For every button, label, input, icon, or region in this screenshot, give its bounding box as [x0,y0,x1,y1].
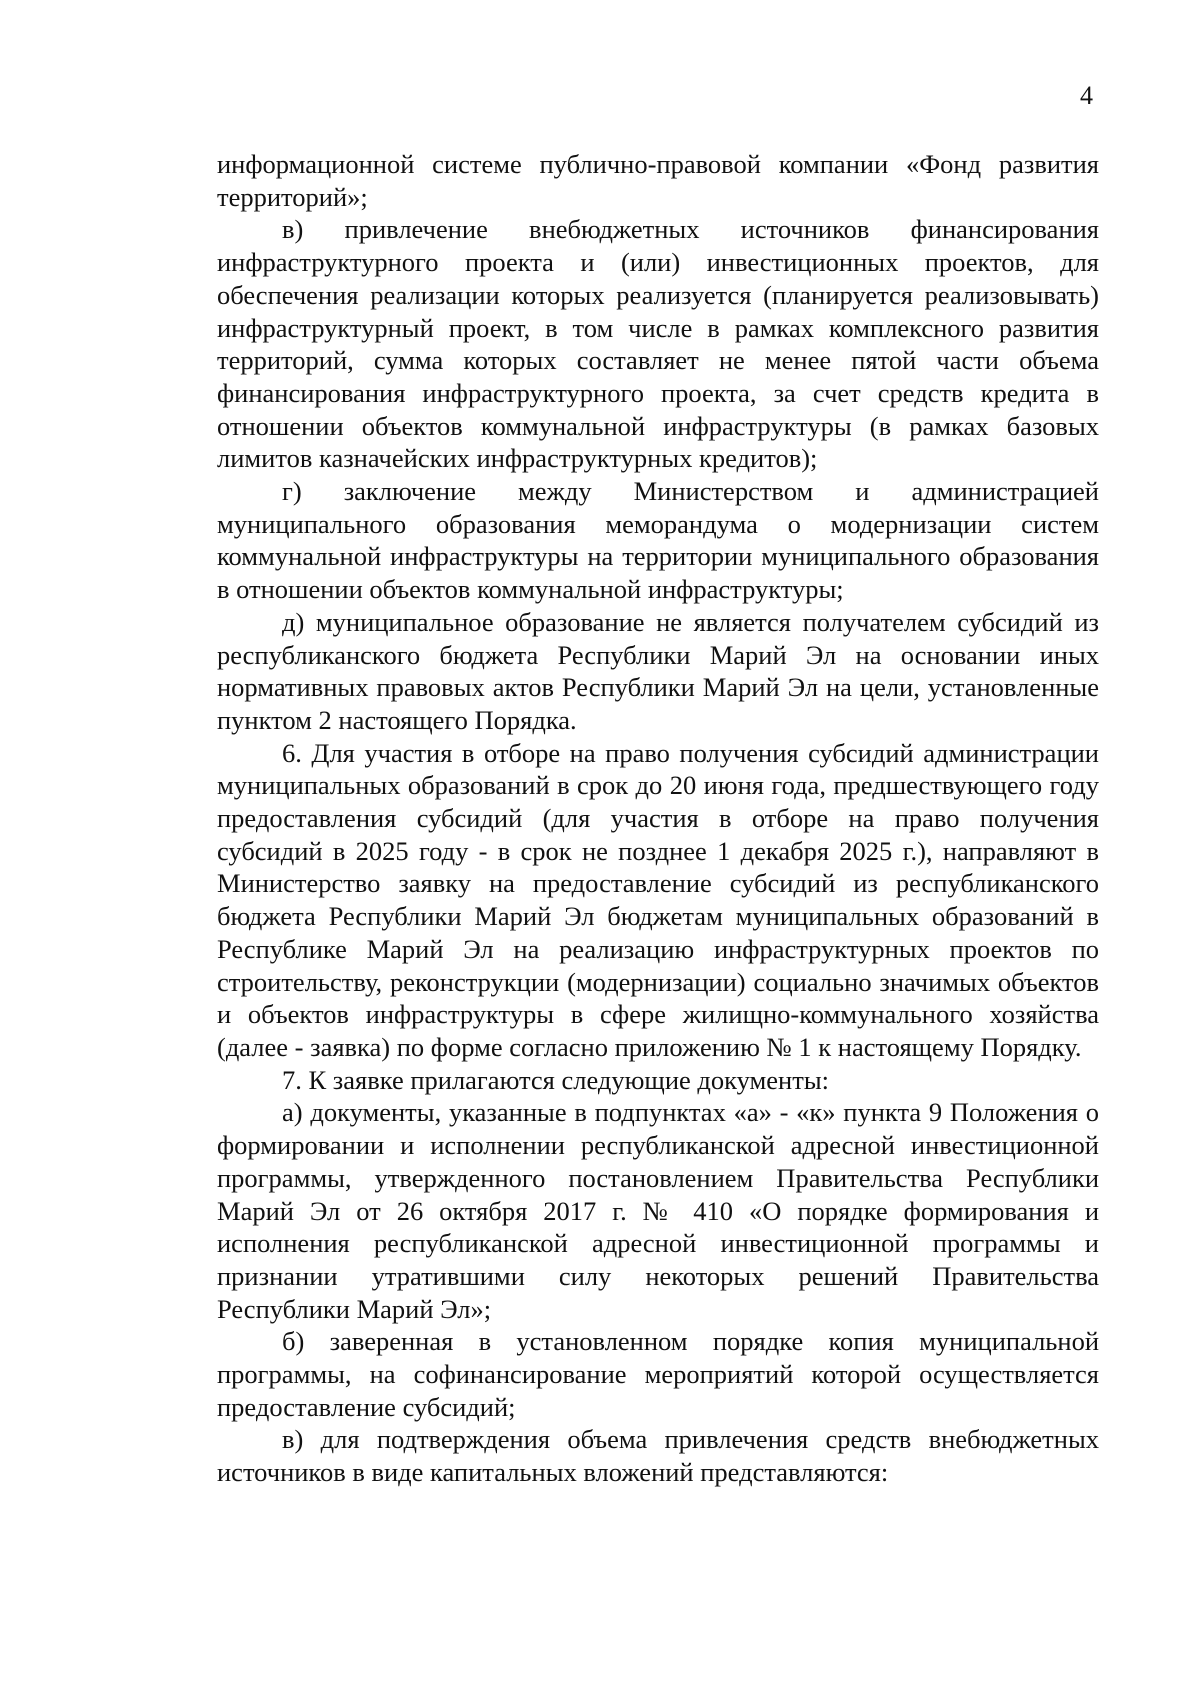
paragraph-subitem-v: в) привлечение внебюджетных источников финансирования инфраструктурного проекта и (или) инвестиционных проектов, для обеспечения реализации которых реализуется (планируется реализовывать) инфраструктурный проект, в том числе в рамках комплексного развития территорий, сумма которых составляет не менее пятой части объема финансирования инфраструктурного проекта, за счет средств кредита в отношении объектов коммунальной инфраструктуры (в рамках базовых лимитов казначейских инфраструктурных кредитов); [217,214,1099,474]
page-number: 4 [1080,81,1093,110]
document-body [217,148,1099,1489]
paragraph-item-7: 7. К заявке прилагаются следующие документы: [282,1064,829,1095]
paragraph-subitem-d: д) муниципальное образование не является получателем субсидий из республиканского бюджета Республики Марий Эл на основании иных нормативных правовых актов Республики Марий Эл на цели, установленные пунктом 2 настоящего Порядка. [217,606,1099,735]
paragraph-continuation: информационной системе публично-правовой компании «Фонд развития территорий»; [217,149,1099,212]
paragraph-subitem-b: б) заверенная в установленном порядке копия муниципальной программы, на софинансирование мероприятий которой осуществляется предоставление субсидий; [217,1326,1099,1422]
paragraph-subitem-g: г) заключение между Министерством и администрацией муниципального образования меморандума о модернизации систем коммунальной инфраструктуры на территории муниципального образования в отношении объектов коммунальной инфраструктуры; [217,476,1099,605]
paragraph-item-6: 6. Для участия в отборе на право получения субсидий администрации муниципальных образований в срок до 20 июня года, предшествующего году предоставления субсидий (для участия в отборе на право получения субсидий в 2025 году - в срок не позднее 1 декабря 2025 г.), направляют в Министерство заявку на предоставление субсидий из республиканского бюджета Республики Марий Эл бюджетам муниципальных образований в Республике Марий Эл на реализацию инфраструктурных проектов по строительству, реконструкции (модернизации) социально значимых объектов и объектов инфраструктуры в сфере жилищно-коммунального хозяйства (далее - заявка) по форме согласно приложению № 1 к настоящему Порядку. [217,737,1099,1062]
paragraph-subitem-v-2: в) для подтверждения объема привлечения средств внебюджетных источников в виде капитальных вложений представляются: [217,1424,1099,1488]
paragraph-subitem-a: а) документы, указанные в подпунктах «а» - «к» пункта 9 Положения о формировании и исполнении республиканской адресной инвестиционной программы, утвержденного постановлением Правительства Республики Марий Эл от 26 октября 2017 г. № 410 «О порядке формирования и исполнения республиканской адресной инвестиционной программы и признании утратившими силу некоторых решений Правительства Республики Марий Эл»; [217,1097,1099,1324]
